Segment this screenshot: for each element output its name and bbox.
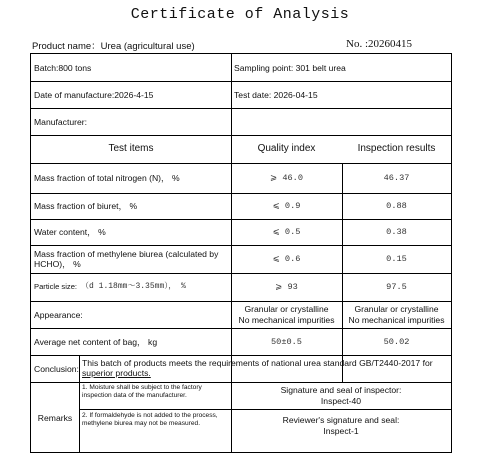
analysis-table bbox=[30, 53, 452, 453]
test-item: Mass fraction of biuret， % bbox=[34, 201, 138, 211]
test-item: Average net content of bag， kg bbox=[34, 336, 158, 347]
product-value: Urea (agricultural use) bbox=[100, 41, 195, 52]
inspector-value: Inspect-40 bbox=[320, 395, 362, 406]
inspection-result: 97.5 bbox=[386, 282, 407, 292]
conclusion-text-main: This batch of products meets the requirements of national urea standard GB/T2440-2017 for bbox=[82, 358, 433, 368]
quality-index: ⩽ 0.6 bbox=[272, 254, 301, 264]
remarks-label: Remarks bbox=[37, 412, 73, 423]
inspector-label: Signature and seal of inspector: bbox=[280, 384, 402, 395]
batch-cell: Batch:800 tons bbox=[34, 62, 92, 73]
inspection-result: 0.88 bbox=[386, 201, 407, 211]
quality-index: ⩽ 0.5 bbox=[272, 227, 301, 237]
appearance-result-line: Granular or crystalline bbox=[354, 303, 439, 314]
reviewer-value: Inspect-1 bbox=[323, 426, 359, 436]
product-label: Product name： bbox=[32, 41, 101, 52]
test-item: Water content， % bbox=[34, 227, 106, 237]
certificate-number: No. :20260415 bbox=[346, 38, 412, 50]
test-date-cell: Test date: 2026-04-15 bbox=[234, 89, 318, 100]
inspection-result: 50.02 bbox=[383, 336, 410, 347]
document-title: Certificate of Analysis bbox=[130, 6, 350, 23]
appearance-quality-index bbox=[231, 301, 342, 328]
product-name bbox=[32, 38, 195, 52]
appearance-result-line: No mechanical impurities bbox=[348, 314, 445, 325]
appearance-inspection-result bbox=[342, 301, 451, 328]
inspection-result: 0.15 bbox=[386, 254, 407, 264]
header-inspection-results: Inspection results bbox=[357, 143, 436, 154]
inspection-result: 0.38 bbox=[386, 227, 407, 237]
quality-index: ⩾ 93 bbox=[275, 282, 298, 292]
test-item-particle-size bbox=[31, 273, 231, 301]
reviewer-signature bbox=[231, 409, 451, 453]
remark-note-1: 1. Moisture shall be subject to the factory inspection data of the manufacturer. bbox=[82, 384, 202, 399]
quality-index: ⩽ 0.9 bbox=[272, 201, 301, 211]
conclusion-text-grade: superior products. bbox=[82, 368, 151, 378]
appearance-index-line: Granular or crystalline bbox=[244, 303, 329, 314]
test-item: Mass fraction of methylene biurea (calculated by HCHO)， % bbox=[34, 249, 219, 269]
rule bbox=[231, 108, 232, 135]
header-quality-index: Quality index bbox=[257, 143, 316, 154]
sampling-point-cell: Sampling point: 301 belt urea bbox=[234, 62, 346, 73]
conclusion-label: Conclusion: bbox=[34, 363, 79, 374]
remark-note-2: 2. If formaldehyde is not added to the process, methylene biurea may not be measured. bbox=[82, 412, 218, 427]
test-item: Mass fraction of total nitrogen (N)， % bbox=[34, 173, 180, 183]
manufacturer-cell: Manufacturer: bbox=[34, 116, 88, 127]
header-test-items: Test items bbox=[108, 143, 154, 154]
reviewer-label: Reviewer's signature and seal: bbox=[282, 415, 400, 425]
particle-label: Particle size: bbox=[34, 282, 78, 291]
manufacture-date-cell: Date of manufacture:2026-4-15 bbox=[34, 89, 154, 100]
inspector-signature bbox=[231, 382, 451, 409]
conclusion-text bbox=[79, 355, 451, 382]
test-item: Appearance: bbox=[34, 309, 83, 320]
particle-range: （d 1.18mm～3.35mm）， % bbox=[81, 282, 186, 291]
quality-index: 50±0.5 bbox=[271, 336, 302, 347]
inspection-result: 46.37 bbox=[383, 173, 410, 183]
quality-index: ⩾ 46.0 bbox=[270, 173, 303, 183]
appearance-index-line: No mechanical impurities bbox=[238, 314, 335, 325]
